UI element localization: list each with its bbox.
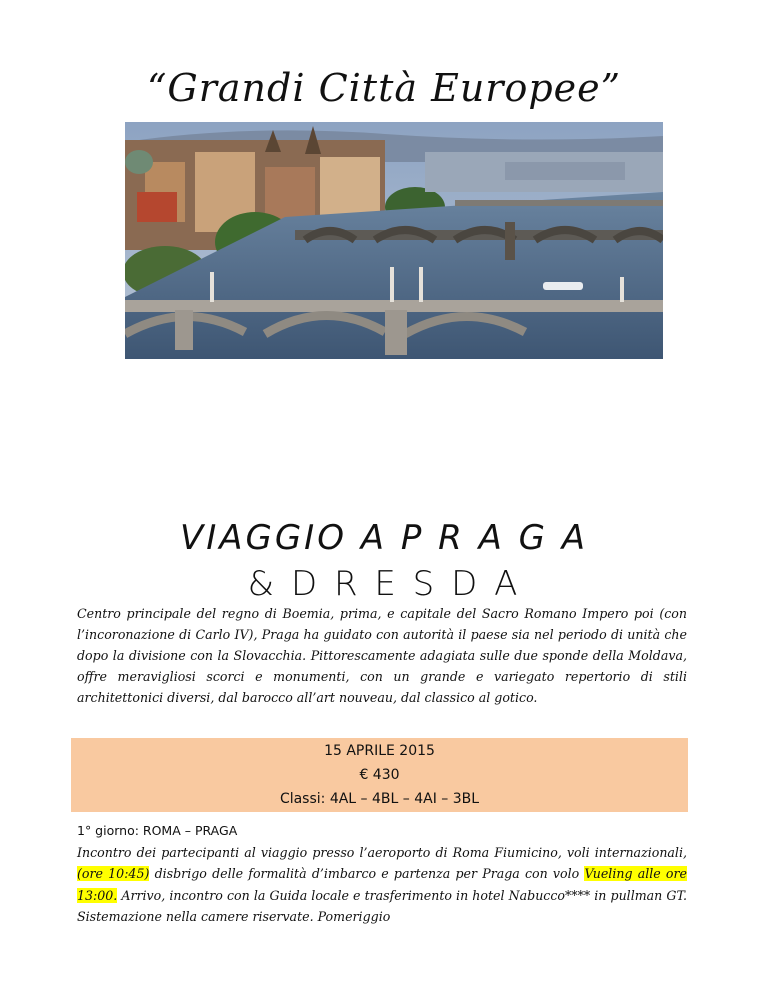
headline-line-2: & D R E S D A — [247, 564, 521, 604]
day-1-heading: 1° giorno: ROMA – PRAGA — [77, 823, 238, 838]
trip-headline — [0, 515, 768, 607]
trip-date: 15 APRILE 2015 — [324, 743, 435, 759]
day-1-text — [77, 842, 687, 928]
flight-highlight: Vueling alle ore 13:00. — [77, 866, 687, 903]
day-1-text-part-1: Incontro dei partecipanti al viaggio presso l’aeroporto di Roma Fiumicino, voli internazionali, — [77, 844, 687, 860]
day-1-section — [77, 820, 687, 928]
page-title: “Grandi Città Europee” — [146, 66, 622, 110]
intro-paragraph: Centro principale del regno di Boemia, prima, e capitale del Sacro Romano Impero poi (con l’incoronazione di Carlo IV), Praga ha guidato con autorità il paese sia nel periodo di unità che dopo la divisione con la Slovacchia. Pittorescamente adagiata sulle due sponde della Moldava, offre meravigliosi scorci e monumenti, con un grande e variegato repertorio di stili architettonici diversi, dal barocco all’art nouveau, dal classico al gotico. — [77, 606, 687, 705]
day-1-text-part-2: disbrigo delle formalità d’imbarco e partenza per Praga con volo — [149, 866, 585, 881]
trip-price: € 430 — [359, 767, 400, 783]
day-1-text-part-3: Arrivo, incontro con la Guida locale e trasferimento in hotel Nabucco**** in pullman GT. Sistemazione nella camere riservate. Pomeriggio — [77, 887, 687, 924]
headline-line-1: VIAGGIO A P R A G A — [179, 518, 589, 558]
departure-time-highlight: (ore 10:45) — [77, 866, 150, 881]
trip-info-box — [71, 738, 688, 812]
prague-bridges-photo — [125, 122, 663, 359]
trip-classes: Classi: 4AL – 4BL – 4AI – 3BL — [279, 791, 480, 807]
